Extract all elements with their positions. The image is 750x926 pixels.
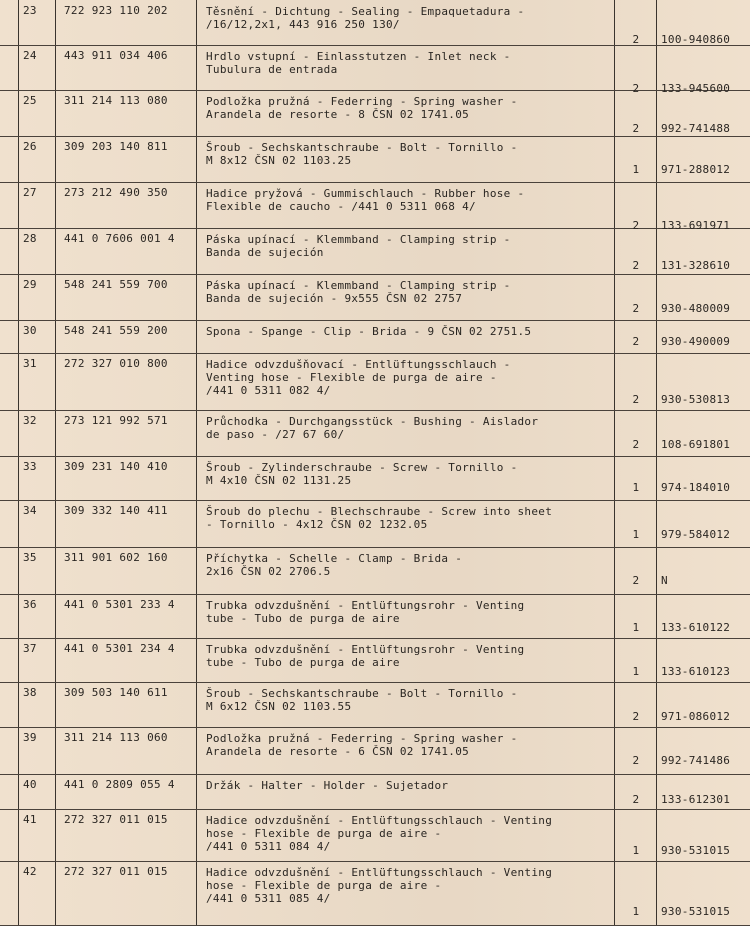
item-number: 33 bbox=[23, 460, 37, 473]
item-number: 42 bbox=[23, 865, 37, 878]
item-number: 24 bbox=[23, 49, 37, 62]
reference-number: 133-610122 bbox=[661, 621, 731, 634]
item-number: 35 bbox=[23, 551, 37, 564]
part-code: 441 0 2809 055 4 bbox=[64, 778, 175, 791]
description-line: Podložka pružná - Federring - Spring washer - bbox=[206, 95, 518, 108]
quantity: 1 bbox=[632, 905, 640, 918]
reference-number: N bbox=[661, 574, 668, 587]
reference-number: 133-945600 bbox=[661, 82, 731, 95]
description-line: Hrdlo vstupní - Einlasstutzen - Inlet neck - bbox=[206, 50, 511, 63]
description-line: Podložka pružná - Federring - Spring washer - bbox=[206, 732, 518, 745]
table-row bbox=[0, 182, 750, 232]
item-number: 40 bbox=[23, 778, 37, 791]
table-row bbox=[0, 353, 750, 411]
description-line: tube - Tubo de purga de aire bbox=[206, 612, 400, 625]
part-code: 548 241 559 700 bbox=[64, 278, 168, 291]
part-description bbox=[206, 141, 518, 167]
description-line: /441 0 5311 084 4/ bbox=[206, 840, 331, 853]
table-row bbox=[0, 90, 750, 137]
description-line: M 8x12 ČSN 02 1103.25 bbox=[206, 154, 352, 167]
reference-number: 971-288012 bbox=[661, 163, 731, 176]
description-line: Trubka odvzdušnění - Entlüftungsrohr - Venting bbox=[206, 643, 525, 656]
part-code: 441 0 5301 234 4 bbox=[64, 642, 175, 655]
description-line: Tubulura de entrada bbox=[206, 63, 338, 76]
table-row bbox=[0, 547, 750, 595]
table-row bbox=[0, 727, 750, 775]
description-line: Arandela de resorte - 8 ČSN 02 1741.05 bbox=[206, 108, 470, 121]
item-number: 41 bbox=[23, 813, 37, 826]
part-code: 311 214 113 080 bbox=[64, 94, 168, 107]
table-row bbox=[0, 456, 750, 501]
description-line: Flexible de caucho - /441 0 5311 068 4/ bbox=[206, 200, 476, 213]
reference-number: 992-741488 bbox=[661, 122, 731, 135]
reference-number: 133-612301 bbox=[661, 793, 731, 806]
reference-number: 133-691971 bbox=[661, 219, 731, 232]
table-row bbox=[0, 136, 750, 183]
description-line: tube - Tubo de purga de aire bbox=[206, 656, 400, 669]
part-description bbox=[206, 599, 524, 625]
quantity: 2 bbox=[632, 574, 640, 587]
description-line: Šroub - Zylinderschraube - Screw - Tornillo - bbox=[206, 461, 518, 474]
reference-number: 971-086012 bbox=[661, 710, 731, 723]
quantity: 1 bbox=[632, 844, 640, 857]
part-description bbox=[206, 643, 524, 669]
table-row bbox=[0, 0, 750, 46]
quantity: 2 bbox=[632, 219, 640, 232]
quantity: 2 bbox=[632, 438, 640, 451]
quantity: 2 bbox=[632, 710, 640, 723]
part-description bbox=[206, 187, 524, 213]
reference-number: 131-328610 bbox=[661, 259, 731, 272]
part-code: 722 923 110 202 bbox=[64, 4, 168, 17]
reference-number: 133-610123 bbox=[661, 665, 731, 678]
part-code: 272 327 011 015 bbox=[64, 865, 168, 878]
part-code: 309 231 140 410 bbox=[64, 460, 168, 473]
part-description bbox=[206, 95, 518, 121]
part-code: 309 332 140 411 bbox=[64, 504, 168, 517]
part-description bbox=[206, 5, 524, 31]
description-line: Držák - Halter - Holder - Sujetador bbox=[206, 779, 449, 792]
table-row bbox=[0, 594, 750, 639]
part-code: 309 503 140 611 bbox=[64, 686, 168, 699]
description-line: Spona - Spange - Clip - Brida - 9 ČSN 02 2751.5 bbox=[206, 325, 532, 338]
description-line: /441 0 5311 082 4/ bbox=[206, 384, 331, 397]
table-row bbox=[0, 638, 750, 683]
quantity: 2 bbox=[632, 259, 640, 272]
item-number: 27 bbox=[23, 186, 37, 199]
part-code: 273 121 992 571 bbox=[64, 414, 168, 427]
description-line: Venting hose - Flexible de purga de aire - bbox=[206, 371, 497, 384]
reference-number: 930-531015 bbox=[661, 844, 731, 857]
description-line: M 6x12 ČSN 02 1103.55 bbox=[206, 700, 352, 713]
part-code: 309 203 140 811 bbox=[64, 140, 168, 153]
description-line: de paso - /27 67 60/ bbox=[206, 428, 345, 441]
table-row bbox=[0, 682, 750, 728]
quantity: 1 bbox=[632, 481, 640, 494]
part-code: 311 214 113 060 bbox=[64, 731, 168, 744]
description-line: Hadice odvzdušnění - Entlüftungsschlauch - Venting bbox=[206, 866, 553, 879]
part-code: 443 911 034 406 bbox=[64, 49, 168, 62]
item-number: 34 bbox=[23, 504, 37, 517]
quantity: 1 bbox=[632, 665, 640, 678]
description-line: M 4x10 ČSN 02 1131.25 bbox=[206, 474, 352, 487]
reference-number: 108-691801 bbox=[661, 438, 731, 451]
table-row bbox=[0, 45, 750, 95]
item-number: 30 bbox=[23, 324, 37, 337]
item-number: 23 bbox=[23, 4, 37, 17]
quantity: 2 bbox=[632, 793, 640, 806]
description-line: Páska upínací - Klemmband - Clamping strip - bbox=[206, 279, 511, 292]
reference-number: 992-741486 bbox=[661, 754, 731, 767]
table-row bbox=[0, 410, 750, 457]
item-number: 36 bbox=[23, 598, 37, 611]
table-row bbox=[0, 861, 750, 926]
description-line: Páska upínací - Klemmband - Clamping strip - bbox=[206, 233, 511, 246]
description-line: Hadice pryžová - Gummischlauch - Rubber hose - bbox=[206, 187, 525, 200]
description-line: Hadice odvzdušňovací - Entlüftungsschlauch - bbox=[206, 358, 511, 371]
reference-number: 100-940860 bbox=[661, 33, 731, 46]
part-description bbox=[206, 358, 511, 397]
description-line: Arandela de resorte - 6 ČSN 02 1741.05 bbox=[206, 745, 470, 758]
description-line: Banda de sujeción bbox=[206, 246, 324, 259]
description-line: Těsnění - Dichtung - Sealing - Empaquetadura - bbox=[206, 5, 525, 18]
item-number: 31 bbox=[23, 357, 37, 370]
description-line: /441 0 5311 085 4/ bbox=[206, 892, 331, 905]
table-row bbox=[0, 774, 750, 810]
item-number: 37 bbox=[23, 642, 37, 655]
description-line: hose - Flexible de purga de aire - bbox=[206, 879, 442, 892]
quantity: 2 bbox=[632, 335, 640, 348]
description-line: Hadice odvzdušnění - Entlüftungsschlauch - Venting bbox=[206, 814, 553, 827]
item-number: 25 bbox=[23, 94, 37, 107]
item-number: 39 bbox=[23, 731, 37, 744]
description-line: - Tornillo - 4x12 ČSN 02 1232.05 bbox=[206, 518, 428, 531]
part-code: 441 0 5301 233 4 bbox=[64, 598, 175, 611]
reference-number: 930-480009 bbox=[661, 302, 731, 315]
quantity: 2 bbox=[632, 33, 640, 46]
quantity: 2 bbox=[632, 122, 640, 135]
table-row bbox=[0, 320, 750, 354]
table-row bbox=[0, 228, 750, 275]
description-line: hose - Flexible de purga de aire - bbox=[206, 827, 442, 840]
part-description bbox=[206, 505, 552, 531]
quantity: 2 bbox=[632, 754, 640, 767]
part-code: 272 327 010 800 bbox=[64, 357, 168, 370]
part-description bbox=[206, 814, 552, 853]
part-description bbox=[206, 325, 531, 338]
part-code: 548 241 559 200 bbox=[64, 324, 168, 337]
description-line: Průchodka - Durchgangsstück - Bushing - Aislador bbox=[206, 415, 539, 428]
reference-number: 930-530813 bbox=[661, 393, 731, 406]
item-number: 26 bbox=[23, 140, 37, 153]
description-line: /16/12,2x1, 443 916 250 130/ bbox=[206, 18, 400, 31]
description-line: Šroub - Sechskantschraube - Bolt - Tornillo - bbox=[206, 687, 518, 700]
reference-number: 974-184010 bbox=[661, 481, 731, 494]
part-description bbox=[206, 461, 518, 487]
quantity: 1 bbox=[632, 621, 640, 634]
quantity: 1 bbox=[632, 528, 640, 541]
item-number: 38 bbox=[23, 686, 37, 699]
description-line: Šroub do plechu - Blechschraube - Screw into sheet bbox=[206, 505, 553, 518]
quantity: 1 bbox=[632, 163, 640, 176]
item-number: 32 bbox=[23, 414, 37, 427]
table-row bbox=[0, 500, 750, 548]
part-code: 311 901 602 160 bbox=[64, 551, 168, 564]
table-row bbox=[0, 274, 750, 321]
quantity: 2 bbox=[632, 393, 640, 406]
description-line: Trubka odvzdušnění - Entlüftungsrohr - Venting bbox=[206, 599, 525, 612]
part-description bbox=[206, 779, 448, 792]
part-code: 272 327 011 015 bbox=[64, 813, 168, 826]
part-description bbox=[206, 687, 518, 713]
reference-number: 930-531015 bbox=[661, 905, 731, 918]
reference-number: 930-490009 bbox=[661, 335, 731, 348]
description-line: Příchytka - Schelle - Clamp - Brida - bbox=[206, 552, 463, 565]
table-row bbox=[0, 809, 750, 862]
part-description bbox=[206, 415, 538, 441]
part-description bbox=[206, 233, 511, 259]
part-code: 441 0 7606 001 4 bbox=[64, 232, 175, 245]
part-description bbox=[206, 279, 511, 305]
part-code: 273 212 490 350 bbox=[64, 186, 168, 199]
description-line: 2x16 ČSN 02 2706.5 bbox=[206, 565, 331, 578]
part-description bbox=[206, 866, 552, 905]
item-number: 28 bbox=[23, 232, 37, 245]
part-description bbox=[206, 50, 511, 76]
description-line: Banda de sujeción - 9x555 ČSN 02 2757 bbox=[206, 292, 463, 305]
reference-number: 979-584012 bbox=[661, 528, 731, 541]
quantity: 2 bbox=[632, 302, 640, 315]
part-description bbox=[206, 732, 518, 758]
description-line: Šroub - Sechskantschraube - Bolt - Tornillo - bbox=[206, 141, 518, 154]
quantity: 2 bbox=[632, 82, 640, 95]
item-number: 29 bbox=[23, 278, 37, 291]
part-description bbox=[206, 552, 462, 578]
